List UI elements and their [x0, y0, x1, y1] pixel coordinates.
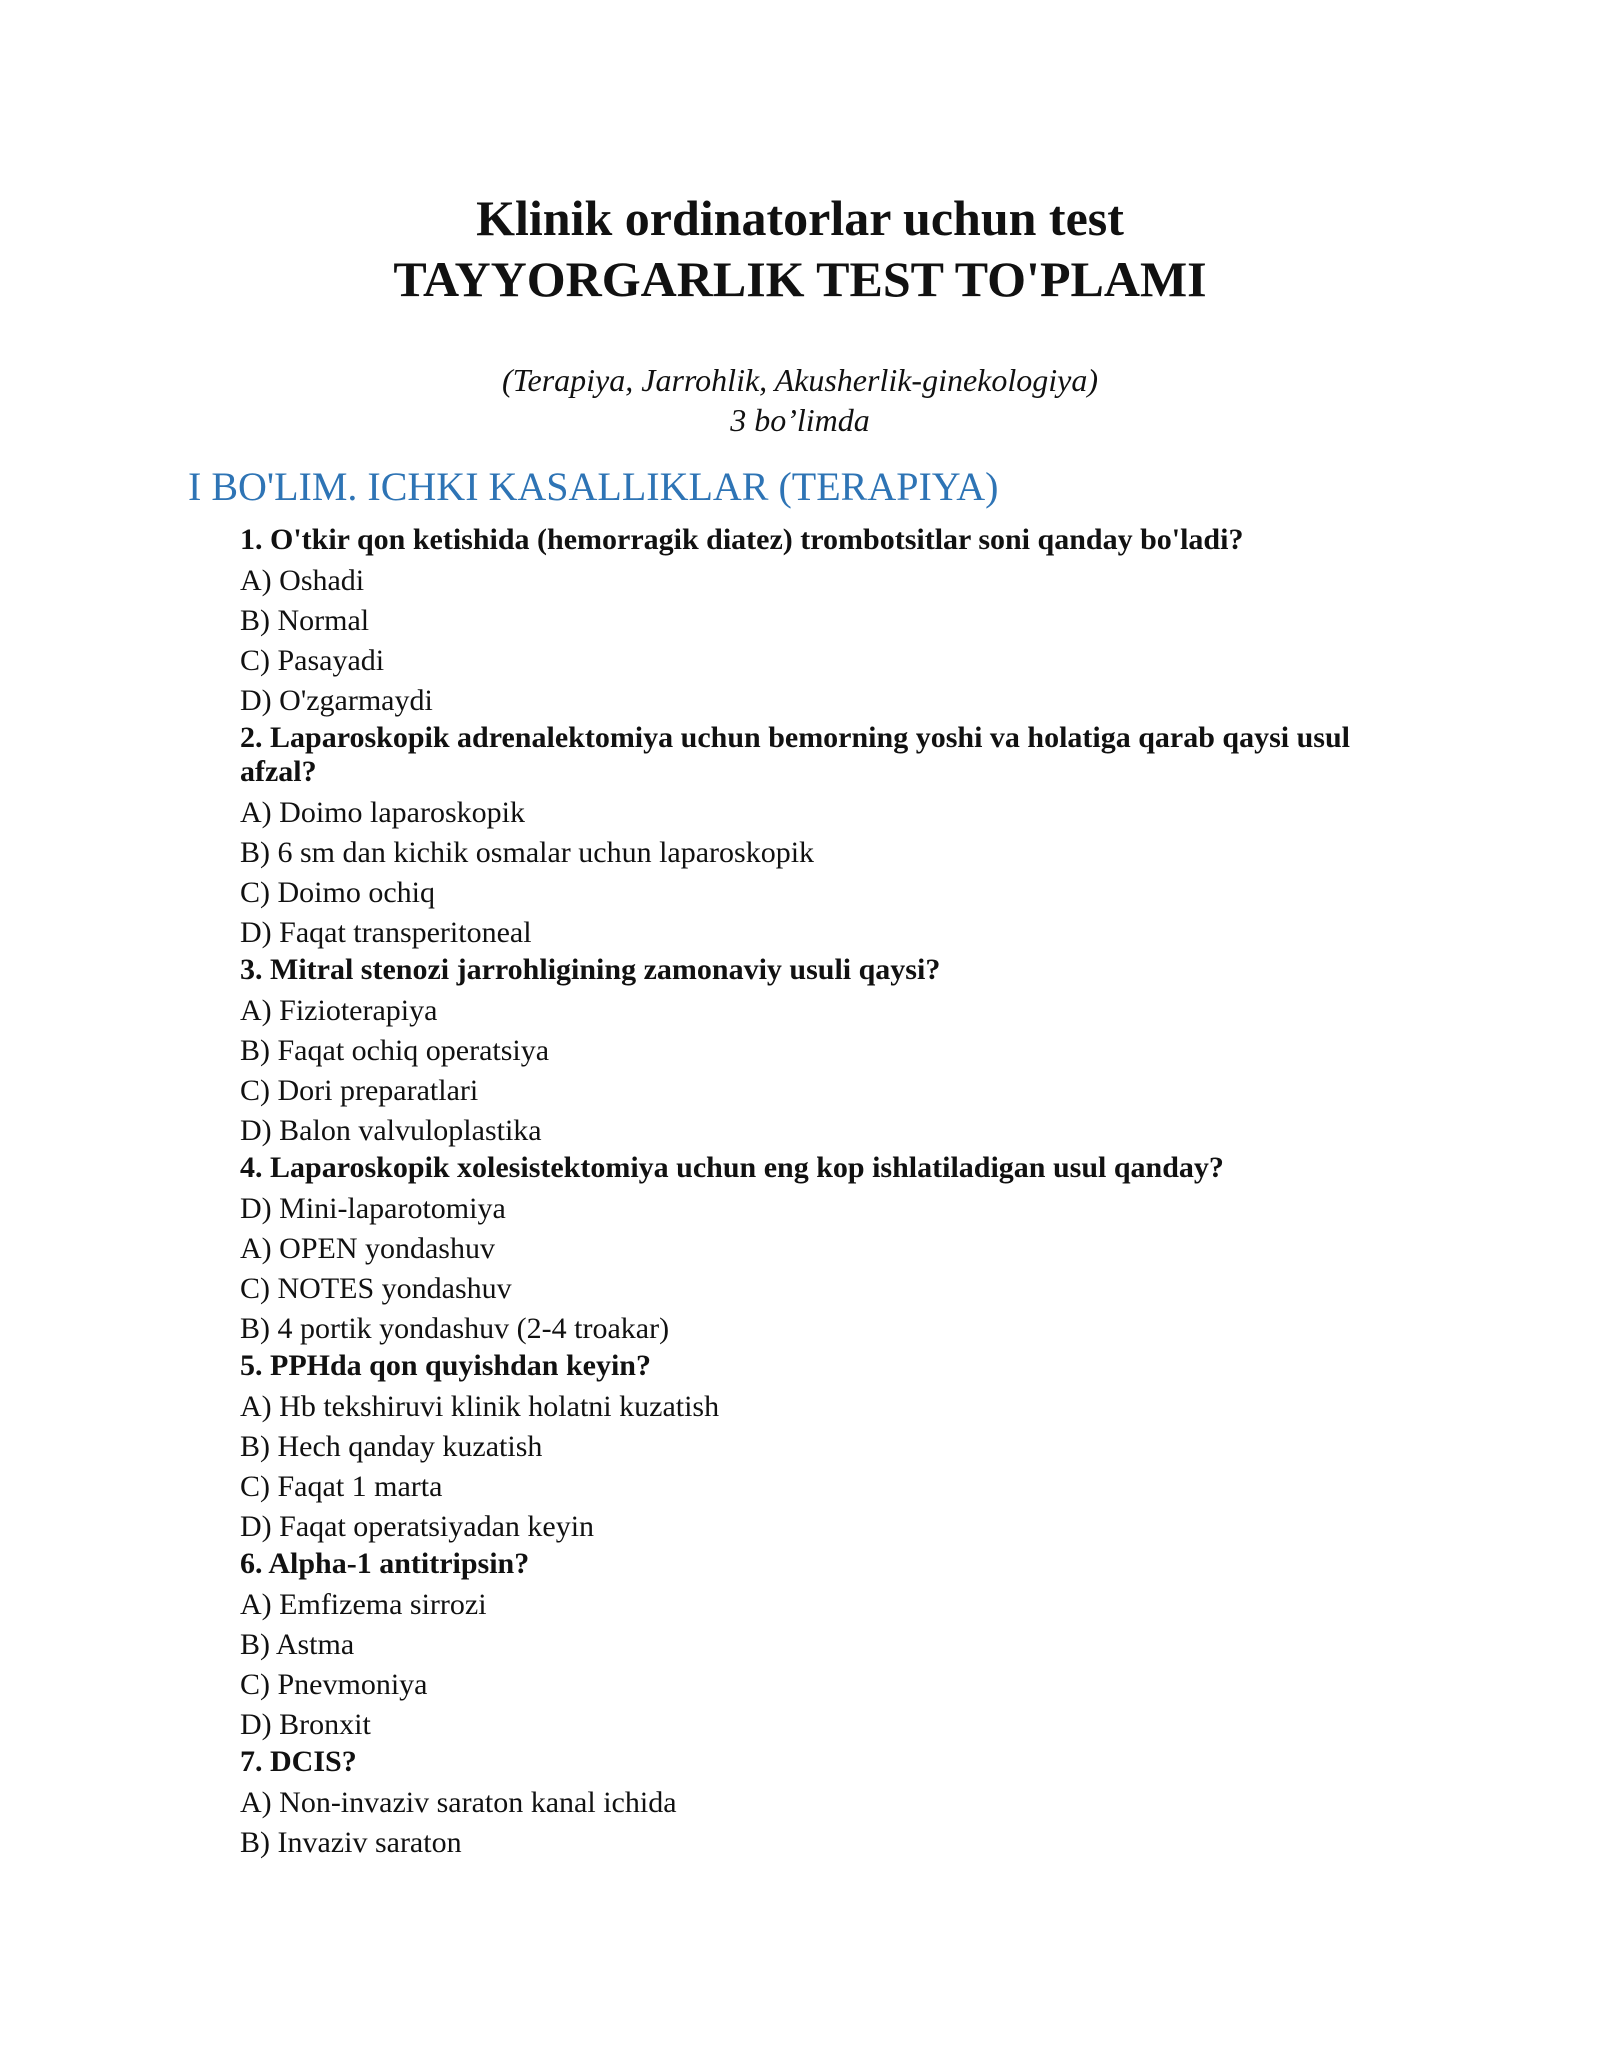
question-item	[240, 1151, 1430, 1349]
answer-option: B) 4 portik yondashuv (2-4 troakar)	[240, 1312, 670, 1345]
answer-option: B) Invaziv saraton	[240, 1826, 462, 1859]
answer-option: A) Emfizema sirrozi	[240, 1588, 487, 1621]
document-title: Klinik ordinatorlar uchun test	[476, 190, 1124, 246]
answer-option: D) Bronxit	[240, 1708, 371, 1741]
answer-option: C) Dori preparatlari	[240, 1074, 479, 1107]
question-item	[240, 721, 1430, 953]
answer-option: D) Balon valvuloplastika	[240, 1114, 542, 1147]
question-text: 6. Alpha-1 antitripsin?	[240, 1547, 530, 1580]
question-item	[240, 1349, 1430, 1547]
question-text: 1. O'tkir qon ketishida (hemorragik diatez) trombotsitlar soni qanday bo'ladi?	[240, 523, 1244, 556]
answer-option: C) Pnevmoniya	[240, 1668, 428, 1701]
answer-option: C) Pasayadi	[240, 644, 385, 677]
answer-option: C) NOTES yondashuv	[240, 1272, 512, 1305]
answer-option: A) Doimo laparoskopik	[240, 796, 525, 829]
answer-option: A) Non-invaziv saraton kanal ichida	[240, 1786, 677, 1819]
answer-option: B) Astma	[240, 1628, 355, 1661]
question-text: 2. Laparoskopik adrenalektomiya uchun bemorning yoshi va holatiga qarab qaysi usul afzal?	[240, 721, 1350, 788]
answer-option: C) Faqat 1 marta	[240, 1470, 443, 1503]
question-item	[240, 1547, 1430, 1745]
answer-option: B) Faqat ochiq operatsiya	[240, 1034, 550, 1067]
document-subtitle	[0, 360, 1600, 440]
question-item	[240, 523, 1430, 721]
answer-option: D) Faqat transperitoneal	[240, 916, 532, 949]
document-subtitle-heading: TAYYORGARLIK TEST TO'PLAMI	[393, 251, 1207, 307]
answer-option: A) Fizioterapiya	[240, 994, 438, 1027]
question-item	[240, 953, 1430, 1151]
answer-option: D) Mini-laparotomiya	[240, 1192, 506, 1225]
section-heading: I BO'LIM. ICHKI KASALLIKLAR (TERAPIYA)	[188, 464, 999, 509]
answer-option: C) Doimo ochiq	[240, 876, 435, 909]
question-list	[240, 523, 1430, 1863]
answer-option: A) OPEN yondashuv	[240, 1232, 495, 1265]
question-item	[240, 1745, 1430, 1863]
subtitle-line-1: (Terapiya, Jarrohlik, Akusherlik-ginekologiya)	[501, 362, 1099, 398]
answer-option: A) Hb tekshiruvi klinik holatni kuzatish	[240, 1390, 720, 1423]
answer-option: A) Oshadi	[240, 564, 365, 597]
subtitle-line-2: 3 bo’limda	[730, 402, 870, 438]
answer-option: B) Normal	[240, 604, 370, 637]
question-text: 7. DCIS?	[240, 1745, 357, 1778]
answer-option: B) Hech qanday kuzatish	[240, 1430, 543, 1463]
answer-option: D) Faqat operatsiyadan keyin	[240, 1510, 595, 1543]
question-text: 4. Laparoskopik xolesistektomiya uchun eng kop ishlatiladigan usul qanday?	[240, 1151, 1224, 1184]
answer-option: B) 6 sm dan kichik osmalar uchun laparoskopik	[240, 836, 815, 869]
question-text: 5. PPHda qon quyishdan keyin?	[240, 1349, 651, 1382]
answer-option: D) O'zgarmaydi	[240, 684, 433, 717]
question-text: 3. Mitral stenozi jarrohligining zamonaviy usuli qaysi?	[240, 953, 941, 986]
